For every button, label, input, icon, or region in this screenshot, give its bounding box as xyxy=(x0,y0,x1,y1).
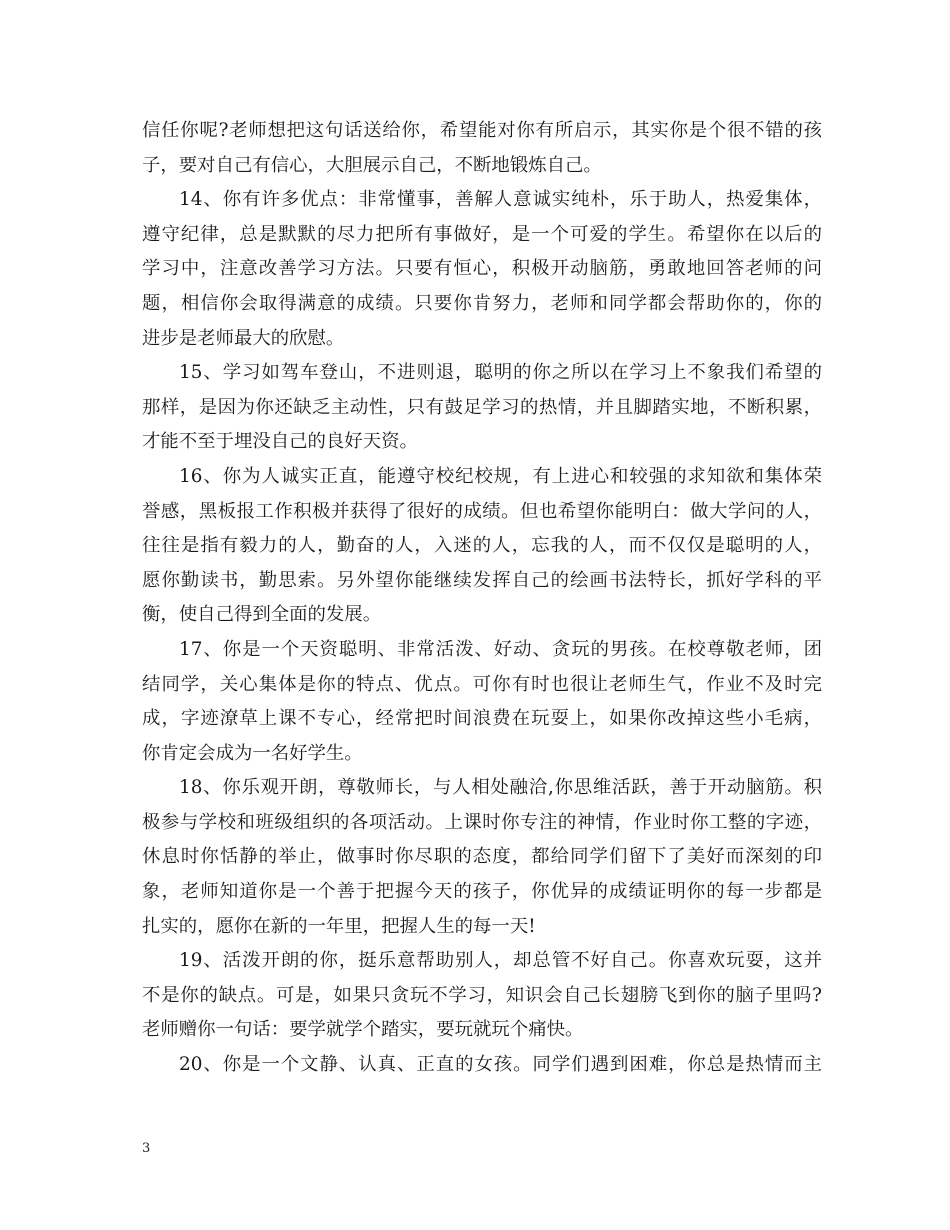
text-line: 你肯定会成为一名好学生。 xyxy=(142,742,363,764)
paragraph-item-16 xyxy=(142,460,822,633)
text-line: 16、你为人诚实正直，能遵守校纪校规，有上进心和较强的求知欲和集体荣 xyxy=(179,465,822,487)
text-line: 学习中，注意改善学习方法。只要有恒心，积极开动脑筋，勇敢地回答老师的问 xyxy=(142,258,822,280)
text-line: 20、你是一个文静、认真、正直的女孩。同学们遇到困难，你总是热情而主 xyxy=(179,1054,822,1076)
paragraph-item-14 xyxy=(142,183,822,356)
text-line: 象，老师知道你是一个善于把握今天的孩子，你优异的成绩证明你的每一步都是 xyxy=(142,881,822,903)
page-number: 3 xyxy=(142,1141,151,1156)
text-line: 19、活泼开朗的你，挺乐意帮助别人，却总管不好自己。你喜欢玩耍，这并 xyxy=(179,950,822,972)
paragraph-item-19 xyxy=(142,944,822,1048)
text-line: 子，要对自己有信心，大胆展示自己，不断地锻炼自己。 xyxy=(142,154,602,176)
text-line: 扎实的，愿你在新的一年里，把握人生的每一天! xyxy=(142,915,536,937)
text-line: 誉感，黑板报工作积极并获得了很好的成绩。但也希望你能明白：做大学问的人， xyxy=(142,500,822,522)
text-line: 不是你的缺点。可是，如果只贪玩不学习，知识会自己长翅膀飞到你的脑子里吗? xyxy=(142,984,822,1006)
paragraph-continuation xyxy=(142,114,822,183)
paragraph-item-17 xyxy=(142,633,822,771)
text-line: 极参与学校和班级组织的各项活动。上课时你专注的神情，作业时你工整的字迹， xyxy=(142,811,822,833)
text-line: 往往是指有毅力的人，勤奋的人，入迷的人，忘我的人，而不仅仅是聪明的人， xyxy=(142,535,822,557)
text-line: 才能不至于埋没自己的良好天资。 xyxy=(142,431,418,453)
text-line: 结同学，关心集体是你的特点、优点。可你有时也很让老师生气，作业不及时完 xyxy=(142,673,822,695)
text-line: 休息时你恬静的举止，做事时你尽职的态度，都给同学们留下了美好而深刻的印 xyxy=(142,846,822,868)
text-line: 进步是老师最大的欣慰。 xyxy=(142,327,345,349)
paragraph-item-20 xyxy=(142,1048,822,1083)
paragraph-item-18 xyxy=(142,771,822,944)
text-line: 遵守纪律，总是默默的尽力把所有事做好，是一个可爱的学生。希望你在以后的 xyxy=(142,223,822,245)
text-line: 15、学习如驾车登山，不进则退，聪明的你之所以在学习上不象我们希望的 xyxy=(179,362,822,384)
text-line: 愿你勤读书，勤思索。另外望你能继续发挥自己的绘画书法特长，抓好学科的平 xyxy=(142,569,822,591)
text-line: 成，字迹潦草上课不专心，经常把时间浪费在玩耍上，如果你改掉这些小毛病， xyxy=(142,708,822,730)
paragraph-item-15 xyxy=(142,356,822,460)
text-line: 衡，使自己得到全面的发展。 xyxy=(142,604,382,626)
document-body xyxy=(142,114,822,1083)
text-line: 18、你乐观开朗，尊敬师长，与人相处融洽,你思维活跃，善于开动脑筋。积 xyxy=(179,777,822,799)
text-line: 老师赠你一句话：要学就学个踏实，要玩就玩个痛快。 xyxy=(142,1019,584,1041)
text-line: 题，相信你会取得满意的成绩。只要你肯努力，老师和同学都会帮助你的，你的 xyxy=(142,292,822,314)
text-line: 那样，是因为你还缺乏主动性，只有鼓足学习的热情，并且脚踏实地，不断积累， xyxy=(142,396,822,418)
text-line: 17、你是一个天资聪明、非常活泼、好动、贪玩的男孩。在校尊敬老师，团 xyxy=(179,638,822,660)
text-line: 信任你呢?老师想把这句话送给你，希望能对你有所启示，其实你是个很不错的孩 xyxy=(142,120,822,141)
text-line: 14、你有许多优点：非常懂事，善解人意诚实纯朴，乐于助人，热爱集体， xyxy=(179,189,822,211)
